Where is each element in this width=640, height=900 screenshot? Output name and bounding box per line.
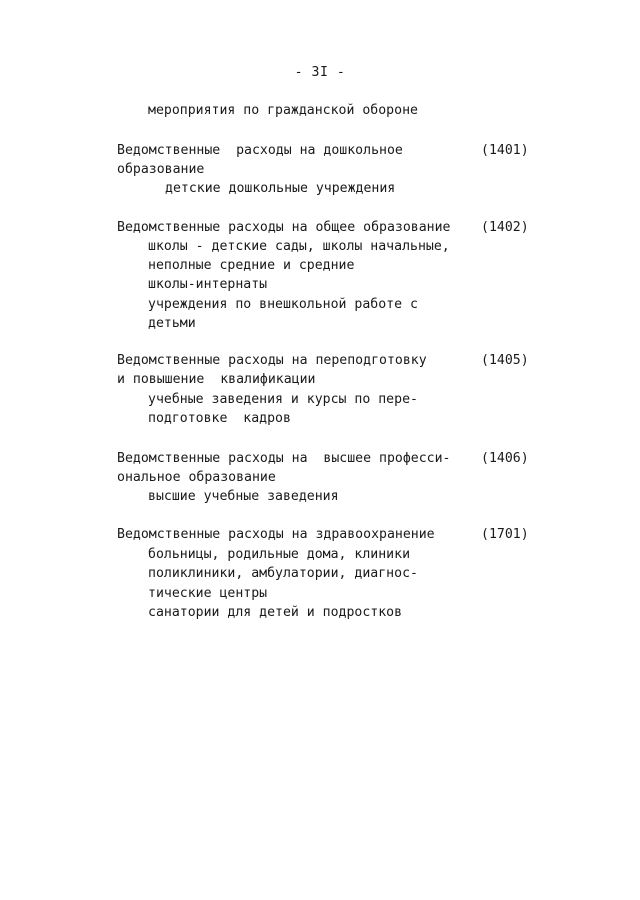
section-item: детские дошкольные учреждения <box>165 181 396 196</box>
section-heading-cont: и повышение квалификации <box>117 372 316 387</box>
section-heading: Ведомственные расходы на здравоохранение <box>117 527 435 542</box>
section-item: санатории для детей и подростков <box>148 605 403 620</box>
section-item: подготовке кадров <box>148 411 291 426</box>
section-code: (1402) <box>481 220 529 235</box>
section-code: (1701) <box>481 527 529 542</box>
section-code: (1406) <box>481 451 529 466</box>
section-code: (1401) <box>481 143 529 158</box>
section-item: школы - детские сады, школы начальные, <box>148 239 450 254</box>
section-heading: Ведомственные расходы на переподготовку <box>117 353 427 368</box>
section-heading-cont: ональное образование <box>117 470 276 485</box>
section-heading: Ведомственные расходы на дошкольное <box>117 143 403 158</box>
section-item: тические центры <box>148 586 268 601</box>
section-item: высшие учебные заведения <box>148 489 339 504</box>
section-item: неполные средние и средние <box>148 258 355 273</box>
page-number: - 3I - <box>294 65 346 80</box>
section-heading: Ведомственные расходы на высшее професси- <box>117 451 451 466</box>
section-item: учебные заведения и курсы по пере- <box>148 392 418 407</box>
section-item: больницы, родильные дома, клиники <box>148 547 411 562</box>
intro-line: мероприятия по гражданской обороне <box>148 103 418 118</box>
section-item: поликлиники, амбулатории, диагнос- <box>148 566 418 581</box>
section-heading-cont: образование <box>117 162 205 177</box>
section-heading: Ведомственные расходы на общее образование <box>117 220 451 235</box>
section-item: учреждения по внешкольной работе с <box>148 297 418 312</box>
section-code: (1405) <box>481 353 529 368</box>
section-item: школы-интернаты <box>148 277 268 292</box>
section-item: детьми <box>148 316 196 331</box>
